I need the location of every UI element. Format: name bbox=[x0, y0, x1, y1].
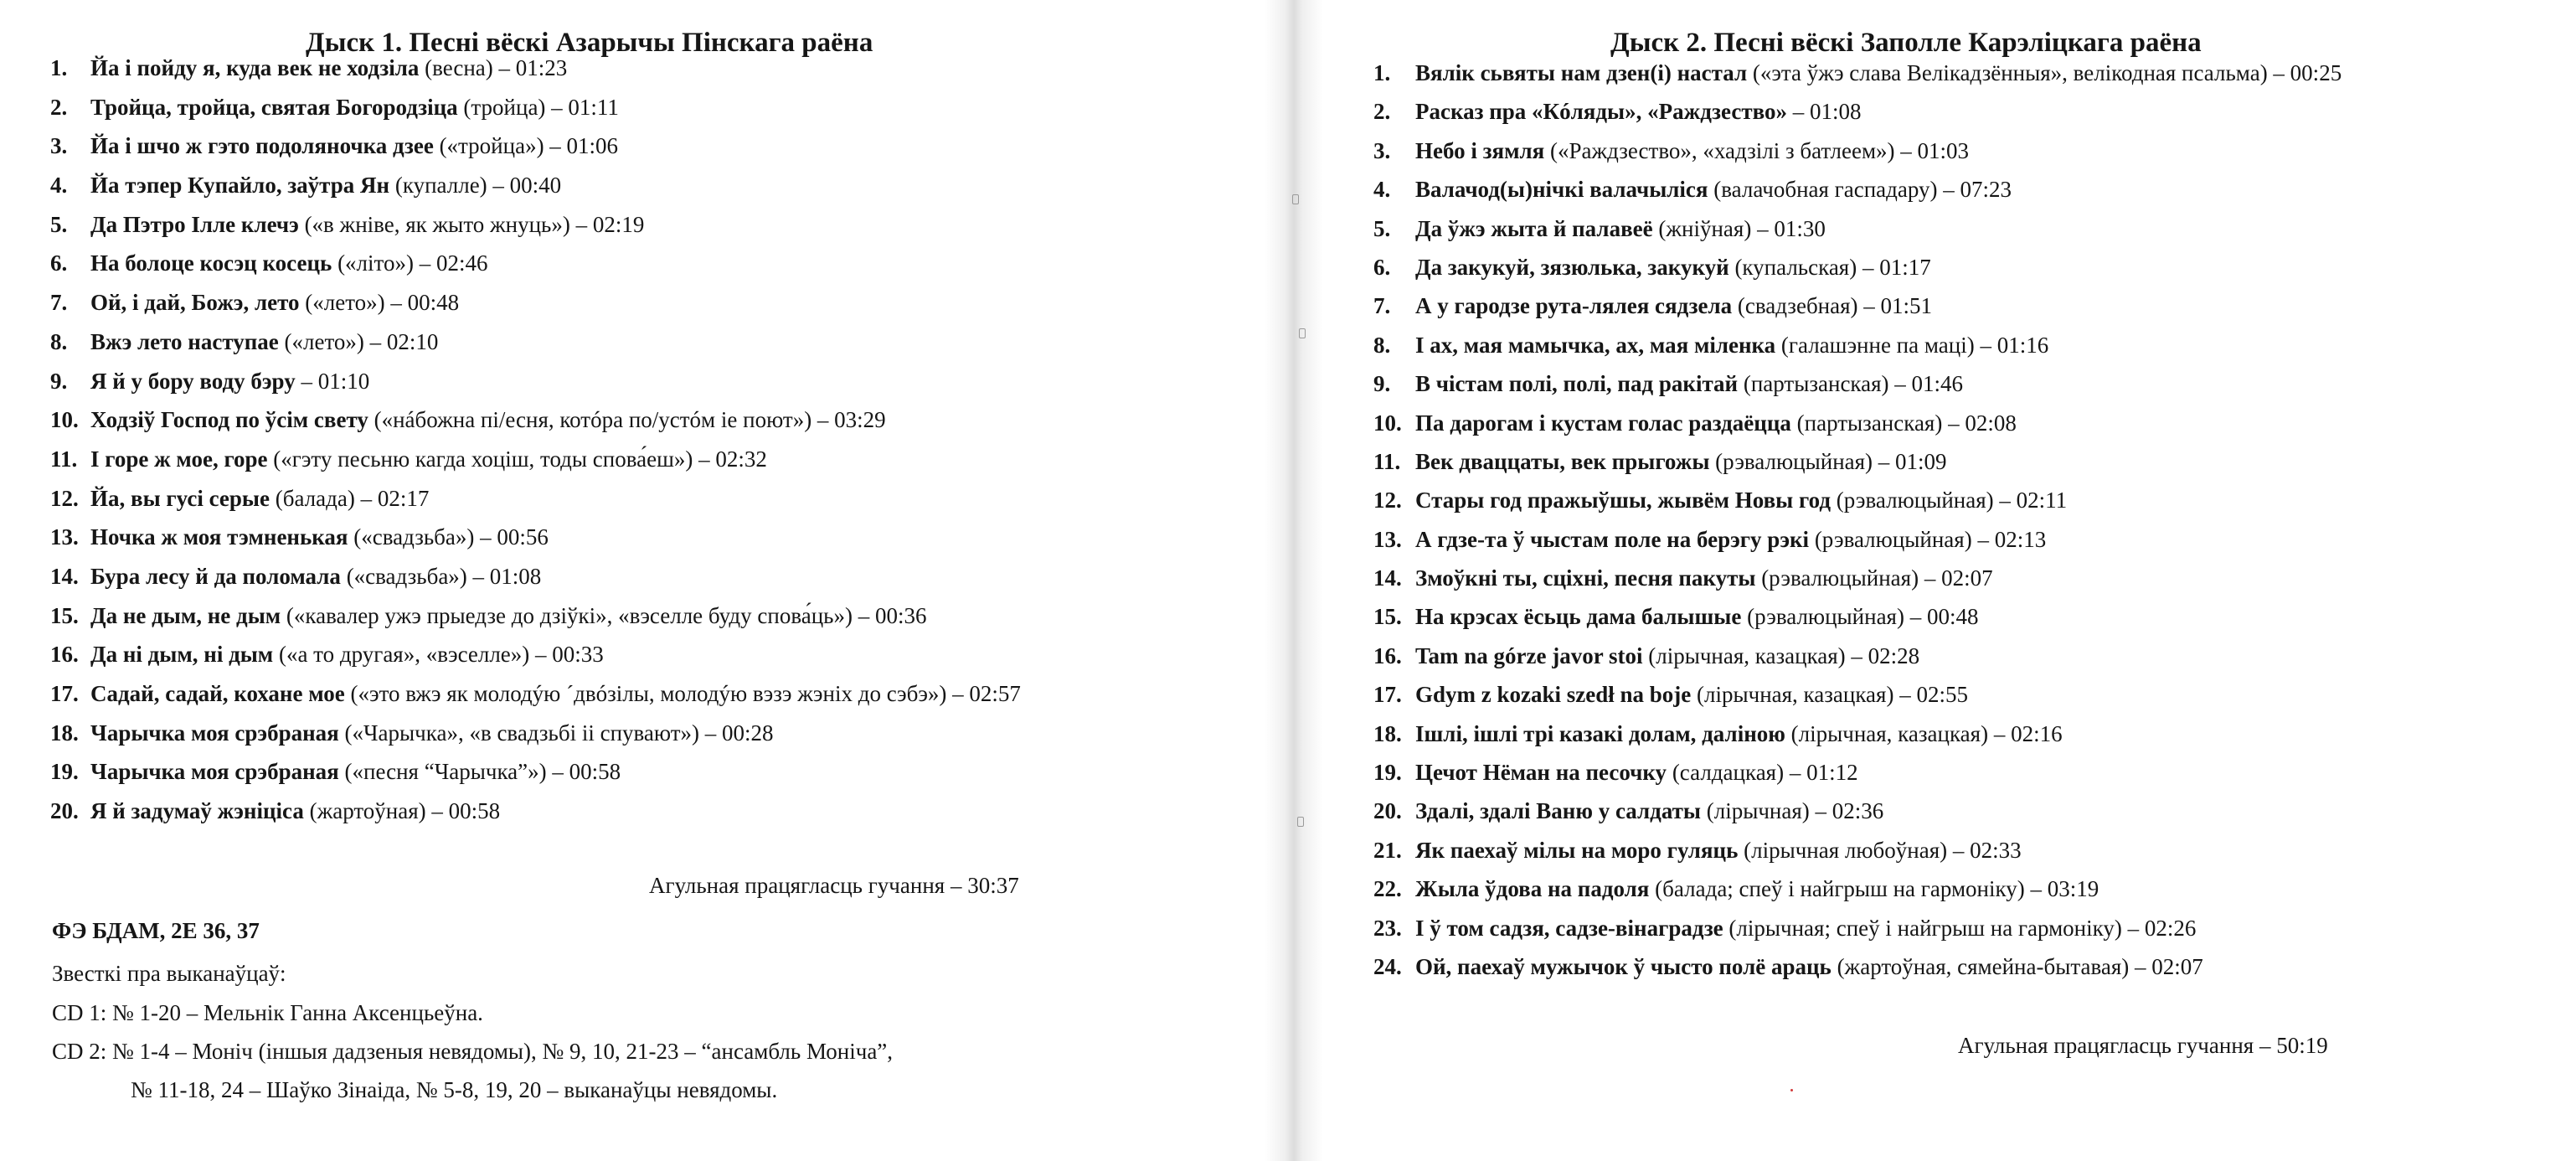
track-title: Расказ пра «Кóляды», «Раждзество» bbox=[1415, 99, 1787, 125]
track-title: Тройца, тройца, святая Богородзіца bbox=[90, 94, 458, 120]
track-title: Жыла ўдова на падоля bbox=[1415, 876, 1650, 902]
track-details: (купальская) – 01:17 bbox=[1728, 254, 1931, 280]
track-details: («свадзьба») – 00:56 bbox=[348, 524, 549, 550]
track-number: 1. bbox=[1373, 60, 1391, 85]
track-title: І ў том садзя, садзе-вінаградзе bbox=[1415, 915, 1723, 941]
track-item bbox=[50, 440, 1021, 479]
track-number: 17. bbox=[50, 681, 79, 706]
track-item bbox=[50, 479, 1021, 519]
track-details: (рэвалюцыйная) – 00:48 bbox=[1741, 604, 1979, 630]
disc2-heading: Дыск 2. Песні вёскі Заполле Карэліцкага раёна bbox=[1610, 28, 2202, 58]
track-title: Да Пэтро Ілле клечэ bbox=[90, 211, 299, 237]
track-number: 22. bbox=[1373, 876, 1402, 902]
track-item bbox=[50, 126, 1021, 166]
track-title: І ах, мая мамычка, ах, мая міленка bbox=[1415, 332, 1776, 358]
track-title: Па дарогам і кустам голас раздаёцца bbox=[1415, 410, 1791, 436]
track-number: 14. bbox=[50, 563, 79, 589]
track-details: (свадзебная) – 01:51 bbox=[1732, 293, 1933, 319]
track-number: 4. bbox=[50, 173, 68, 199]
track-title: Садай, садай, кохане мое bbox=[90, 681, 345, 706]
track-details: («в жніве, як жыто жнуць») – 02:19 bbox=[298, 211, 645, 237]
track-details: (лірычная, казацкая) – 02:16 bbox=[1785, 720, 2063, 746]
track-number: 20. bbox=[1373, 798, 1402, 824]
track-details: (лірычная; спеў і найгрыш на гармоніку) – 02:26 bbox=[1723, 915, 2197, 941]
performers-heading: Звесткі пра выканаўцаў: bbox=[52, 961, 286, 986]
performers-cd1: CD 1: № 1-20 – Мельнік Ганна Аксенцьеўна. bbox=[52, 1000, 483, 1025]
track-title: Ой, і дай, Божэ, лето bbox=[90, 290, 300, 316]
track-number: 13. bbox=[50, 524, 79, 550]
track-details: (купалле) – 00:40 bbox=[389, 173, 562, 199]
staple-mark bbox=[1292, 194, 1299, 204]
track-title: І горе ж мое, горе bbox=[90, 446, 268, 472]
track-number: 8. bbox=[1373, 332, 1391, 358]
track-item bbox=[1373, 831, 2342, 869]
track-item bbox=[50, 166, 1021, 205]
track-details: (балада) – 02:17 bbox=[269, 485, 430, 511]
track-item bbox=[50, 752, 1021, 792]
track-title: Валачод(ы)нічкі валачыліся bbox=[1415, 177, 1708, 203]
track-number: 15. bbox=[1373, 604, 1402, 630]
track-title: А гдзе-та ў чыстам поле на берэгу рэкі bbox=[1415, 526, 1810, 552]
track-item bbox=[1373, 559, 2342, 597]
track-title: Да ні дым, ні дым bbox=[90, 642, 274, 668]
track-number: 11. bbox=[50, 446, 78, 472]
track-details: (партызанская) – 01:46 bbox=[1738, 371, 1964, 397]
track-item bbox=[1373, 869, 2342, 908]
track-title: Стары год пражыўшы, жывём Новы год bbox=[1415, 488, 1831, 513]
track-number: 23. bbox=[1373, 915, 1402, 941]
track-number: 3. bbox=[50, 133, 68, 159]
track-title: Я й у бору воду бэру bbox=[90, 368, 296, 394]
track-title: Йа, вы гусі серые bbox=[90, 485, 270, 511]
track-details: (жартоўная, сямейна-бытавая) – 02:07 bbox=[1831, 953, 2203, 979]
track-number: 18. bbox=[1373, 720, 1402, 746]
track-number: 19. bbox=[50, 759, 79, 785]
track-item bbox=[1373, 597, 2342, 636]
track-number: 10. bbox=[1373, 410, 1402, 436]
track-item bbox=[1373, 753, 2342, 792]
track-title: Век дваццаты, век прыгожы bbox=[1415, 448, 1710, 474]
track-item bbox=[1373, 909, 2342, 947]
track-details: («нáбожна пі/есня, котóра по/устóм іе поют») – 03:29 bbox=[368, 407, 886, 433]
track-number: 2. bbox=[1373, 99, 1391, 125]
track-details: (салдацкая) – 01:12 bbox=[1667, 760, 1858, 786]
track-title: Бура лесу й да поломала bbox=[90, 563, 341, 589]
track-number: 10. bbox=[50, 407, 79, 433]
track-number: 7. bbox=[1373, 293, 1391, 319]
track-title: Здалі, здалі Ваню у салдаты bbox=[1415, 798, 1701, 824]
track-details: (весна) – 01:23 bbox=[419, 55, 568, 80]
track-item bbox=[50, 205, 1021, 245]
track-number: 12. bbox=[1373, 488, 1402, 513]
track-item bbox=[1373, 947, 2342, 986]
track-item bbox=[50, 518, 1021, 557]
track-item bbox=[50, 400, 1021, 440]
track-title: Вялік сьвяты нам дзен(і) настал bbox=[1415, 60, 1748, 85]
track-details: («Чарычка», «в свадзьбі іі спувают») – 00:28 bbox=[338, 720, 774, 746]
track-number: 9. bbox=[50, 368, 68, 394]
track-details: («песня “Чарычка”») – 00:58 bbox=[338, 759, 621, 785]
track-title: А у гародзе рута-лялея сядзела bbox=[1415, 293, 1733, 319]
track-title: Небо і зямля bbox=[1415, 137, 1545, 163]
performers-cd2-line2: № 11-18, 24 – Шаўко Зінаіда, № 5-8, 19, 20 – выканаўцы невядомы. bbox=[131, 1077, 778, 1102]
track-details: (лірычная любоўная) – 02:33 bbox=[1738, 837, 2022, 863]
track-title: Да ўжэ жыта й палавеё bbox=[1415, 215, 1653, 241]
track-item bbox=[1373, 248, 2342, 286]
track-item bbox=[1373, 404, 2342, 442]
track-details: (балада; спеў і найгрыш на гармоніку) – 03:19 bbox=[1649, 876, 2099, 902]
track-title: На крэсах ёсьць дама балышые bbox=[1415, 604, 1742, 630]
track-item bbox=[50, 283, 1021, 322]
track-number: 12. bbox=[50, 485, 79, 511]
track-item bbox=[1373, 364, 2342, 403]
track-title: Ой, паехаў мужычок ў чысто полё араць bbox=[1415, 953, 1832, 979]
track-details: (валачобная гаспадару) – 07:23 bbox=[1708, 177, 2012, 203]
track-title: Gdym z kozaki szedł na boje bbox=[1415, 682, 1692, 708]
track-details: («а то другая», «вэселле») – 00:33 bbox=[273, 642, 604, 668]
track-title: Як паехаў мілы на моро гуляць bbox=[1415, 837, 1739, 863]
track-title: Я й задумаў жэніціса bbox=[90, 798, 304, 824]
track-item bbox=[50, 596, 1021, 636]
track-item bbox=[50, 322, 1021, 362]
track-details: (рэвалюцыйная) – 02:11 bbox=[1830, 488, 2068, 513]
track-number: 6. bbox=[1373, 254, 1391, 280]
track-number: 19. bbox=[1373, 760, 1402, 786]
disc1-total-duration: Агульная працягласць гучання – 30:37 bbox=[649, 873, 1019, 898]
track-details: (жніўная) – 01:30 bbox=[1652, 215, 1826, 241]
track-details: (партызанская) – 02:08 bbox=[1790, 410, 2017, 436]
track-title: Цечот Нёман на песочку bbox=[1415, 760, 1667, 786]
track-title: Йа тэпер Купайло, заўтра Ян bbox=[90, 173, 390, 199]
track-item bbox=[1373, 92, 2342, 131]
track-item bbox=[50, 714, 1021, 753]
track-number: 24. bbox=[1373, 953, 1402, 979]
track-item bbox=[1373, 637, 2342, 675]
staple-mark bbox=[1299, 328, 1306, 338]
track-title: Да не дым, не дым bbox=[90, 602, 281, 628]
track-title: Чарычка моя срэбраная bbox=[90, 759, 339, 785]
print-speck bbox=[1790, 1089, 1793, 1091]
track-number: 16. bbox=[1373, 642, 1402, 668]
track-title: Вжэ лето наступае bbox=[90, 328, 279, 354]
track-item bbox=[50, 557, 1021, 596]
track-number: 5. bbox=[50, 211, 68, 237]
track-details: (лірычная, казацкая) – 02:55 bbox=[1691, 682, 1968, 708]
track-details: (лірычная) – 02:36 bbox=[1700, 798, 1884, 824]
track-number: 16. bbox=[50, 642, 79, 668]
track-number: 20. bbox=[50, 798, 79, 824]
track-number: 3. bbox=[1373, 137, 1391, 163]
track-number: 7. bbox=[50, 290, 68, 316]
track-details: (лірычная, казацкая) – 02:28 bbox=[1642, 642, 1920, 668]
track-item bbox=[1373, 54, 2342, 92]
track-details: (тройца) – 01:11 bbox=[457, 94, 619, 120]
track-title: Да закукуй, зязюлька, закукуй bbox=[1415, 254, 1729, 280]
track-item bbox=[1373, 520, 2342, 559]
track-details: (рэвалюцыйная) – 02:07 bbox=[1755, 565, 1993, 591]
track-item bbox=[1373, 170, 2342, 209]
track-item bbox=[50, 635, 1021, 674]
track-details: (жартоўная) – 00:58 bbox=[303, 798, 501, 824]
track-item bbox=[1373, 481, 2342, 519]
track-item bbox=[1373, 442, 2342, 481]
track-item bbox=[1373, 715, 2342, 753]
disc2-total-duration: Агульная працягласць гучання – 50:19 bbox=[1958, 1033, 2328, 1058]
track-title: Чарычка моя срэбраная bbox=[90, 720, 339, 746]
track-title: Йа і шчо ж гэто подоляночка дзее bbox=[90, 133, 434, 159]
track-details: («свадзьба») – 01:08 bbox=[340, 563, 542, 589]
track-title: Tam na górze javor stoi bbox=[1415, 642, 1643, 668]
track-item bbox=[50, 362, 1021, 401]
track-title: Ішлі, ішлі трі казакі долам, даліною bbox=[1415, 720, 1785, 746]
disc2-track-list bbox=[1373, 54, 2342, 986]
track-number: 11. bbox=[1373, 448, 1401, 474]
booklet-fold bbox=[1265, 0, 1323, 1161]
track-item bbox=[50, 88, 1021, 127]
track-item bbox=[50, 244, 1021, 283]
track-details: – 01:08 bbox=[1786, 99, 1862, 125]
track-details: – 01:10 bbox=[295, 368, 370, 394]
track-title: В чістам полі, полі, пад ракітай bbox=[1415, 371, 1739, 397]
track-details: («лето») – 00:48 bbox=[299, 290, 460, 316]
track-number: 5. bbox=[1373, 215, 1391, 241]
track-number: 2. bbox=[50, 94, 68, 120]
staple-mark bbox=[1297, 817, 1304, 827]
track-item bbox=[50, 674, 1021, 714]
track-item bbox=[50, 49, 1021, 88]
archive-reference: ФЭ БДАМ, 2Е 36, 37 bbox=[52, 918, 260, 943]
track-number: 4. bbox=[1373, 177, 1391, 203]
track-number: 14. bbox=[1373, 565, 1402, 591]
track-title: Йа і пойду я, куда век не ходзіла bbox=[90, 55, 420, 80]
track-number: 17. bbox=[1373, 682, 1402, 708]
track-number: 6. bbox=[50, 250, 68, 276]
performers-cd2-line1: CD 2: № 1-4 – Моніч (іншыя дадзеныя невядомы), № 9, 10, 21-23 – “ансамбль Моніча”, bbox=[52, 1039, 894, 1064]
track-title: На болоце косэц косець bbox=[90, 250, 332, 276]
track-item bbox=[1373, 675, 2342, 714]
track-item bbox=[1373, 209, 2342, 248]
track-details: («тройца») – 01:06 bbox=[433, 133, 619, 159]
track-details: («лето») – 02:10 bbox=[278, 328, 439, 354]
track-title: Змоўкні ты, сціхні, песня пакуты bbox=[1415, 565, 1756, 591]
track-details: (галашэнне па маці) – 01:16 bbox=[1775, 332, 2049, 358]
track-item bbox=[50, 792, 1021, 831]
track-number: 21. bbox=[1373, 837, 1402, 863]
track-details: («гэту песьню кагда хоціш, тоды спова́еш») – 02:32 bbox=[267, 446, 767, 472]
track-number: 15. bbox=[50, 602, 79, 628]
track-details: (рэвалюцыйная) – 01:09 bbox=[1709, 448, 1947, 474]
track-item bbox=[1373, 326, 2342, 364]
track-number: 18. bbox=[50, 720, 79, 746]
track-item bbox=[1373, 132, 2342, 170]
track-details: (рэвалюцыйная) – 02:13 bbox=[1809, 526, 2047, 552]
track-number: 13. bbox=[1373, 526, 1402, 552]
track-item bbox=[1373, 792, 2342, 830]
disc1-track-list bbox=[50, 49, 1021, 831]
track-title: Ходзіў Господ по ўсім свету bbox=[90, 407, 368, 433]
track-item bbox=[1373, 286, 2342, 325]
track-title: Ночка ж моя тэмненькая bbox=[90, 524, 348, 550]
track-details: («Раждзество», «хадзілі з батлеем») – 01:03 bbox=[1544, 137, 1970, 163]
disc1-heading: Дыск 1. Песні вёскі Азарычы Пінскага раёна bbox=[306, 28, 873, 58]
track-number: 9. bbox=[1373, 371, 1391, 397]
track-details: («кавалер ужэ прыедзе до дзіўкі», «вэселле буду спова́ць») – 00:36 bbox=[281, 602, 927, 628]
track-details: («это вжэ як молодýю ´двóзілы, молодýю вэзэ жэніх до сэбэ») – 02:57 bbox=[344, 681, 1021, 706]
track-details: («эта ўжэ слава Велікадзённыя», велікодная псальма) – 00:25 bbox=[1747, 60, 2342, 85]
track-number: 1. bbox=[50, 55, 68, 80]
track-details: («літо») – 02:46 bbox=[332, 250, 488, 276]
track-number: 8. bbox=[50, 328, 68, 354]
